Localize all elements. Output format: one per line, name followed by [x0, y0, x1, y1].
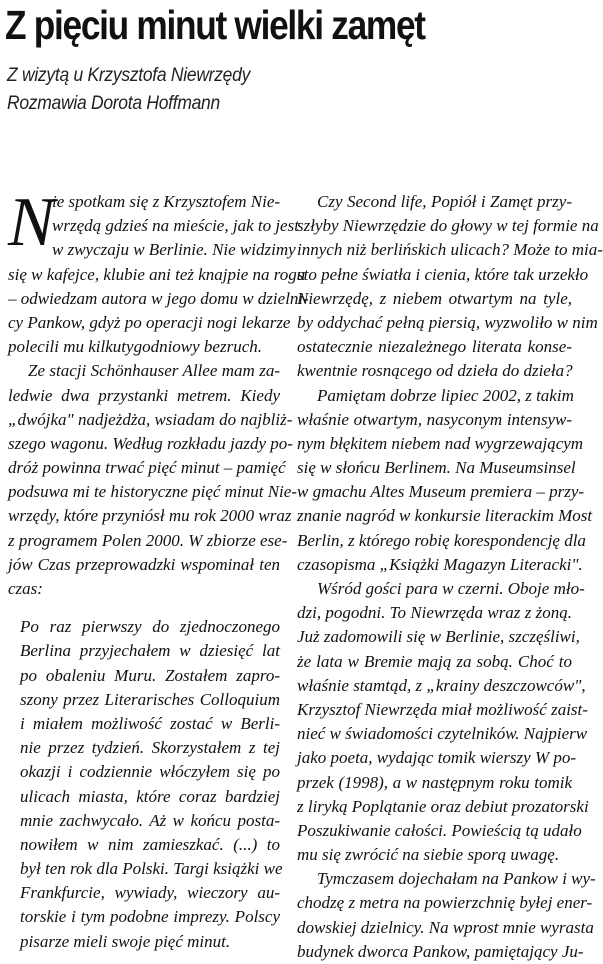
paragraph: [8, 359, 297, 601]
paragraph: [297, 384, 593, 578]
text-line: cy Pankow, gdyż po operacji nogi lekarze: [8, 312, 291, 332]
drop-cap: N: [8, 184, 55, 261]
text-line: polecili mu kilkutygodniowy bezruch.: [8, 337, 262, 357]
text-line: nowiłem w nim zamieszkać. (...) to: [20, 834, 280, 854]
text-line: mu się zwrócić na siebie sporą uwagę.: [297, 845, 560, 865]
text-line: w gmachu Altes Museum premiera – przy-: [297, 482, 585, 502]
text-line: wrzędą gdzieś na mieście, jak to jest: [52, 216, 299, 236]
text-line: szłyby Niewrzędzie do głowy w tej formie na: [297, 216, 599, 236]
text-line: że lata w Bremie mają za sobą. Choć to: [297, 651, 572, 671]
text-line: wrzędy, które przyniósł mu rok 2000 wraz: [8, 506, 292, 526]
text-line: czasopisma „Książki Magazyn Literacki".: [297, 554, 583, 574]
text-line: i miałem możliwość zostać w Berli-: [20, 713, 280, 733]
text-line: przek (1998), a w następnym roku tomik: [297, 772, 572, 792]
text-line: sto pełne światła i cienia, które tak urzekło: [297, 264, 589, 284]
article-byline: Rozmawia Dorota Hoffmann: [7, 93, 220, 114]
right-column: [297, 190, 603, 964]
text-line: jów Czas przeprowadzki wspominał ten: [8, 554, 280, 574]
text-line: Ze stacji Schönhauser Allee mam za-: [28, 361, 280, 381]
quote-block: [8, 615, 283, 954]
text-line: nieć w świadomości czytelników. Najpierw: [297, 724, 588, 744]
text-line: Wśród gości para w czerni. Oboje mło-: [317, 579, 585, 598]
text-line: Frankfurcie, wywiady, wieczory au-: [20, 883, 280, 903]
text-line: szego wagonu. Według rozkładu jazdy po-: [8, 433, 293, 453]
text-line: dowskiej dzielnicy. Na wprost mnie wyrasta: [297, 917, 594, 937]
text-line: ie spotkam się z Krzysztofem Nie-: [52, 192, 281, 211]
text-line: ostatecznie niezależnego literata konse-: [297, 337, 572, 357]
text-line: nym błękitem niebem nad wygrzewającym: [297, 433, 584, 453]
text-line: – odwiedzam autora w jego domu w dzielni-: [8, 288, 309, 308]
text-line: budynek dworca Pankow, pamiętający Ju-: [297, 941, 584, 961]
text-line: innych niż berlińskich ulicach? Może to mia-: [297, 240, 603, 260]
text-line: nie przez tydzień. Skorzystałem z tej: [20, 738, 280, 758]
text-line: właśnie stamtąd, z „krainy deszczowców",: [297, 675, 586, 695]
article-title: Z pięciu minut wielki zamęt: [5, 2, 425, 48]
text-line: właśnie otwartym, nasyconym intensyw-: [297, 409, 572, 429]
text-line: Tymczasem dojechałam na Pankow i wy-: [317, 869, 596, 889]
text-line: okazji i codziennie włóczyłem się po: [20, 762, 280, 782]
paragraph: [297, 577, 589, 867]
text-line: ulicach miasta, które coraz bardziej: [20, 786, 280, 806]
article-subtitle: Z wizytą u Krzysztofa Niewrzędy: [7, 65, 251, 86]
text-line: Poszukiwanie całości. Powieścią tą udało: [297, 820, 582, 840]
text-line: Berlin, z którego robię korespondencję dla: [297, 530, 586, 550]
text-line: jako poeta, wydając tomik wierszy W po-: [297, 748, 577, 768]
text-line: z liryką Poplątanie oraz debiut prozatorski: [297, 796, 589, 816]
text-line: się w kafejce, klubie ani też knajpie na rogu: [8, 264, 306, 284]
text-line: pisarze mieli swoje pięć minut.: [20, 931, 231, 951]
text-line: Krzysztof Niewrzęda miał możliwość zaist-: [297, 699, 588, 719]
text-line: podsuwa mi te historyczne pięć minut Nie-: [8, 482, 297, 502]
text-line: mnie zachwycało. Aż w końcu posta-: [20, 810, 280, 830]
text-line: dróż powinna trwać pięć minut – pamięć: [8, 458, 286, 478]
text-line: kwentnie rosnącego od dzieła do dzieła?: [297, 361, 573, 381]
text-line: czas:: [8, 579, 43, 598]
text-line: by oddychać pełną piersią, wyzwoliło w nim: [297, 312, 598, 332]
text-line: torskie i tym podobne imprezy. Polscy: [20, 907, 280, 927]
text-line: w zwyczaju w Berlinie. Nie widzimy: [52, 240, 296, 260]
text-line: Czy Second life, Popiół i Zamęt przy-: [317, 192, 572, 211]
text-line: z programem Polen 2000. W zbiorze ese-: [8, 530, 288, 550]
text-line: chodzę z metra na powierzchnię byłej ener-: [297, 893, 593, 913]
text-line: Już zadomowili się w Berlinie, szczęśliwi,: [297, 627, 580, 647]
text-line: ledwie dwa przystanki metrem. Kiedy: [8, 385, 280, 405]
text-line: Pamiętam dobrze lipiec 2002, z takim: [317, 385, 574, 405]
left-column: [8, 184, 309, 954]
text-line: się w słońcu Berlinem. Na Museumsinsel: [297, 458, 576, 478]
paragraph: [297, 867, 596, 964]
text-line: znanie nagród w konkursie literackim Most: [297, 506, 593, 526]
text-line: dzi, pogodni. To Niewrzęda wraz z żoną.: [297, 603, 572, 623]
text-line: Berlina przyjechałem w dziesięć lat: [20, 641, 280, 661]
paragraph: [297, 190, 603, 384]
text-line: był ten rok dla Polski. Targi książki we: [20, 859, 283, 879]
text-line: Po raz pierwszy do zjednoczonego: [20, 617, 280, 637]
text-line: Niewrzędę, z niebem otwartym na tyle,: [297, 288, 572, 308]
text-line: po obaleniu Muru. Zostałem zapro-: [20, 665, 280, 685]
text-line: „dwójka" nadjeżdża, wsiadam do najbliż-: [8, 409, 293, 429]
text-line: szony przez Literarisches Colloquium: [20, 689, 280, 709]
